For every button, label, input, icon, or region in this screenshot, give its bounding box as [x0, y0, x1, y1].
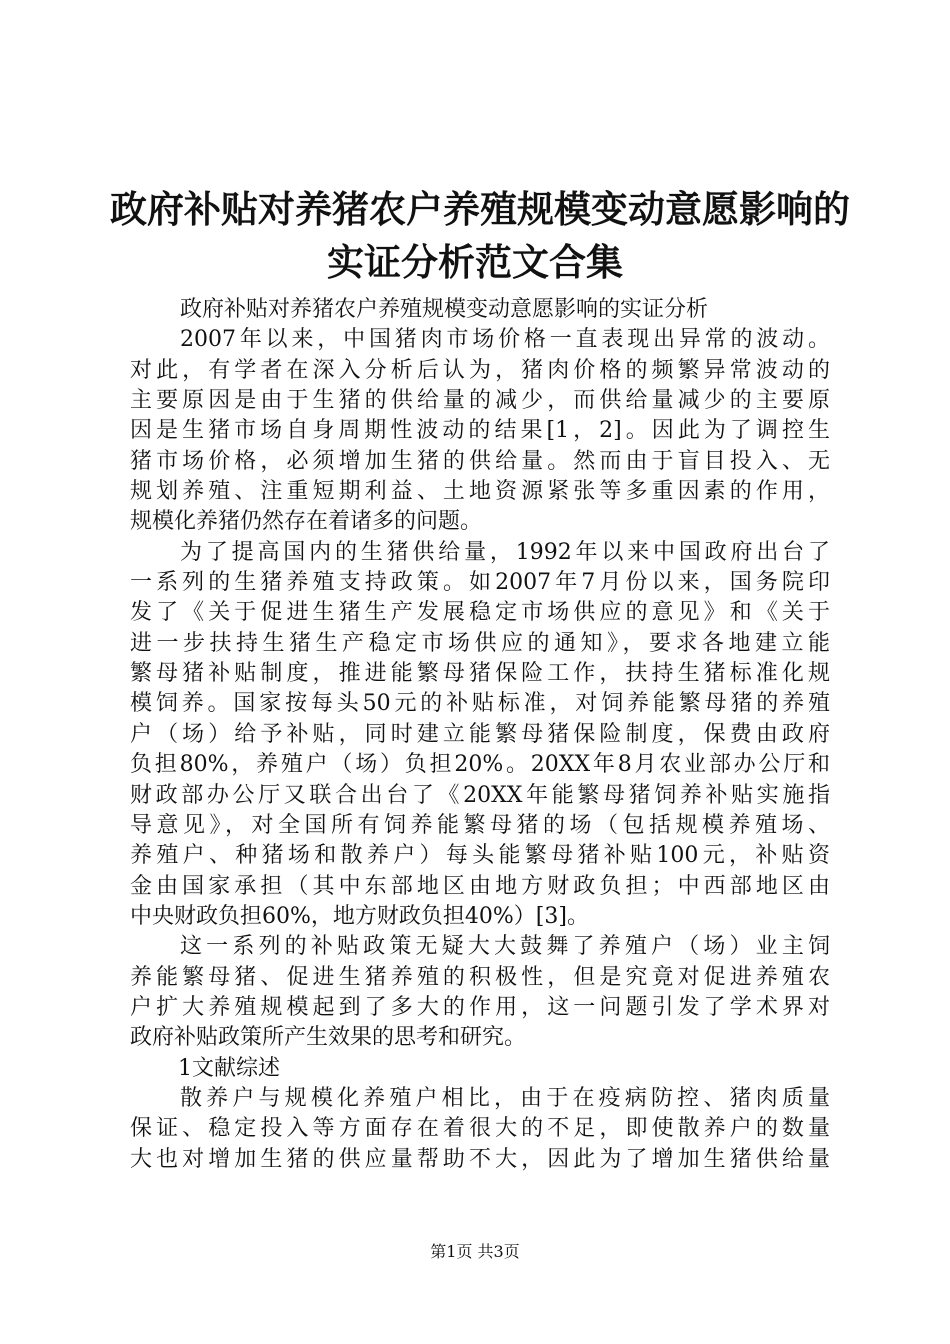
paragraph-line: 政府补贴政策所产生效果的思考和研究。 [130, 1025, 527, 1051]
paragraph-line: 模饲养。国家按每头50元的补贴标准，对饲养能繁母猪的养殖 [130, 691, 830, 717]
paragraph-line: 保证、稳定投入等方面存在着很大的不足，即使散养户的数量 [130, 1116, 830, 1142]
paragraph-line: 散养户与规模化养殖户相比，由于在疫病防控、猪肉质量 [180, 1085, 830, 1111]
section-heading: 1文献综述 [178, 1055, 280, 1081]
paragraph-line: 一系列的生猪养殖支持政策。如2007年7月份以来，国务院印 [130, 570, 830, 596]
paragraph-line: 金由国家承担（其中东部地区由地方财政负担；中西部地区由 [130, 873, 830, 899]
paragraph-line: 规划养殖、注重短期利益、土地资源紧张等多重因素的作用， [130, 479, 830, 505]
paragraph-line: 对此，有学者在深入分析后认为，猪肉价格的频繁异常波动的 [130, 357, 830, 383]
page-number-footer: 第1页 共3页 [430, 1242, 520, 1261]
paragraph-line: 户（场）给予补贴，同时建立能繁母猪保险制度，保费由政府 [130, 721, 830, 747]
paragraph-line: 负担80%，养殖户（场）负担20%。20XX年8月农业部办公厅和 [130, 752, 830, 778]
subtitle-line: 政府补贴对养猪农户养殖规模变动意愿影响的实证分析 [180, 297, 709, 322]
paragraph-line: 为了提高国内的生猪供给量，1992年以来中国政府出台了 [180, 539, 830, 565]
paragraph-line: 进一步扶持生猪生产稳定市场供应的通知》，要求各地建立能 [130, 630, 830, 656]
paragraph-line: 导意见》，对全国所有饲养能繁母猪的场（包括规模养殖场、 [130, 812, 830, 838]
paragraph-line: 这一系列的补贴政策无疑大大鼓舞了养殖户（场）业主饲 [180, 934, 830, 960]
paragraph-line: 养能繁母猪、促进生猪养殖的积极性，但是究竟对促进养殖农 [130, 964, 830, 990]
document-title-line-2: 实证分析范文合集 [327, 240, 623, 284]
paragraph-line: 因是生猪市场自身周期性波动的结果[1，2]。因此为了调控生 [130, 418, 830, 444]
document-body [130, 295, 830, 1175]
paragraph-line: 养殖户、种猪场和散养户）每头能繁母猪补贴100元，补贴资 [130, 843, 830, 869]
paragraph-line: 繁母猪补贴制度，推进能繁母猪保险工作，扶持生猪标准化规 [130, 661, 830, 687]
paragraph-line: 主要原因是由于生猪的供给量的减少，而供给量减少的主要原 [130, 388, 830, 414]
paragraph-line: 大也对增加生猪的供应量帮助不大，因此为了增加生猪供给量 [130, 1146, 830, 1172]
paragraph-line: 猪市场价格，必须增加生猪的供给量。然而由于盲目投入、无 [130, 448, 830, 474]
paragraph-line: 户扩大养殖规模起到了多大的作用，这一问题引发了学术界对 [130, 994, 830, 1020]
paragraph-line: 发了《关于促进生猪生产发展稳定市场供应的意见》和《关于 [130, 600, 830, 626]
paragraph-line: 规模化养猪仍然存在着诸多的问题。 [130, 509, 483, 535]
document-title-line-1: 政府补贴对养猪农户养殖规模变动意愿影响的 [110, 187, 850, 231]
paragraph-line: 中央财政负担60%，地方财政负担40%）[3]。 [130, 903, 589, 929]
paragraph-line: 2007年以来，中国猪肉市场价格一直表现出异常的波动。 [180, 327, 830, 353]
paragraph-line: 财政部办公厅又联合出台了《20XX年能繁母猪饲养补贴实施指 [130, 782, 830, 808]
